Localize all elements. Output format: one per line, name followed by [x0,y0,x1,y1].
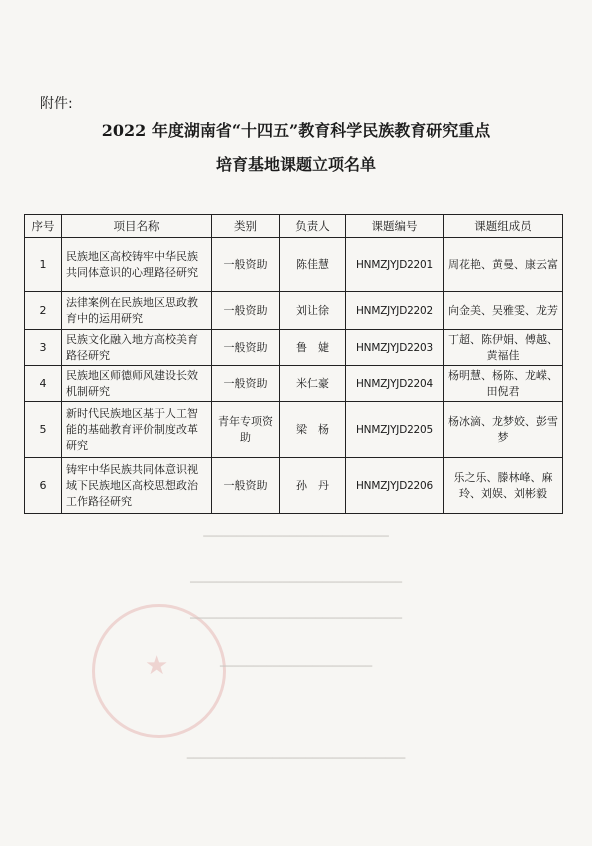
bleed-through-text: ━━━━━━━━━━━━━━━━━━━━━━━━━━━━━━━━ [190,612,402,625]
cell-members: 乐之乐、滕林峰、麻玲、刘娱、刘彬毅 [444,458,563,514]
cell-code: HNMZJYJD2201 [346,238,444,292]
annex-label: 附件: [40,96,73,112]
table-row [25,366,563,402]
table-header-row [25,215,563,238]
cell-code: HNMZJYJD2203 [346,330,444,366]
project-table [24,214,563,514]
cell-code: HNMZJYJD2206 [346,458,444,514]
cell-members: 向金美、吴雅雯、龙芳 [444,292,563,330]
table-row [25,238,563,292]
cell-members: 丁超、陈伊娟、傅越、黄福佳 [444,330,563,366]
cell-project-name: 法律案例在民族地区思政教育中的运用研究 [62,292,212,330]
cell-project-name: 民族地区师德师风建设长效机制研究 [62,366,212,402]
cell-project-name: 民族地区高校铸牢中华民族共同体意识的心理路径研究 [62,238,212,292]
cell-leader: 刘让徐 [280,292,346,330]
cell-category: 一般资助 [212,458,280,514]
document-title: 2022 年度湖南省“十四五”教育科学民族教育研究重点 [101,121,491,140]
cell-leader: 梁 杨 [280,402,346,458]
cell-leader: 陈佳慧 [280,238,346,292]
cell-no: 3 [25,330,62,366]
cell-category: 一般资助 [212,292,280,330]
cell-no: 6 [25,458,62,514]
table-row [25,330,563,366]
document-subtitle: 培育基地课题立项名单 [215,155,376,174]
header-members: 课题组成员 [444,215,563,238]
cell-category: 一般资助 [212,330,280,366]
cell-members: 杨明慧、杨陈、龙嵘、田倪君 [444,366,563,402]
cell-members: 周花艳、黄曼、康云富 [444,238,563,292]
bleed-through-text: ━━━━━━━━━━━━━━━━━━━━━━━ [219,660,373,673]
cell-code: HNMZJYJD2204 [346,366,444,402]
cell-category: 一般资助 [212,238,280,292]
cell-code: HNMZJYJD2202 [346,292,444,330]
cell-no: 4 [25,366,62,402]
table-row [25,292,563,330]
bleed-through-text: ━━━━━━━━━━━━━━━━━━━━━━━━━━━━━━━━━ [186,752,406,765]
table-row [25,402,563,458]
cell-project-name: 民族文化融入地方高校美育路径研究 [62,330,212,366]
cell-leader: 孙 丹 [280,458,346,514]
cell-project-name: 铸牢中华民族共同体意识视域下民族地区高校思想政治工作路径研究 [62,458,212,514]
header-code: 课题编号 [346,215,444,238]
cell-category: 一般资助 [212,366,280,402]
table-row [25,458,563,514]
cell-category: 青年专项资助 [212,402,280,458]
header-no: 序号 [25,215,62,238]
cell-members: 杨冰滴、龙梦姣、彭雪梦 [444,402,563,458]
cell-no: 2 [25,292,62,330]
cell-code: HNMZJYJD2205 [346,402,444,458]
header-category: 类别 [212,215,280,238]
cell-leader: 鲁 婕 [280,330,346,366]
header-leader: 负责人 [280,215,346,238]
cell-no: 5 [25,402,62,458]
bleed-through-text: ━━━━━━━━━━━━━━━━━━━━━━━━━━━━ [203,530,389,543]
cell-no: 1 [25,238,62,292]
header-project-name: 项目名称 [62,215,212,238]
cell-leader: 米仁豪 [280,366,346,402]
cell-project-name: 新时代民族地区基于人工智能的基础教育评价制度改革研究 [62,402,212,458]
bleed-through-text: ━━━━━━━━━━━━━━━━━━━━━━━━━━━━━━━━ [190,576,402,589]
